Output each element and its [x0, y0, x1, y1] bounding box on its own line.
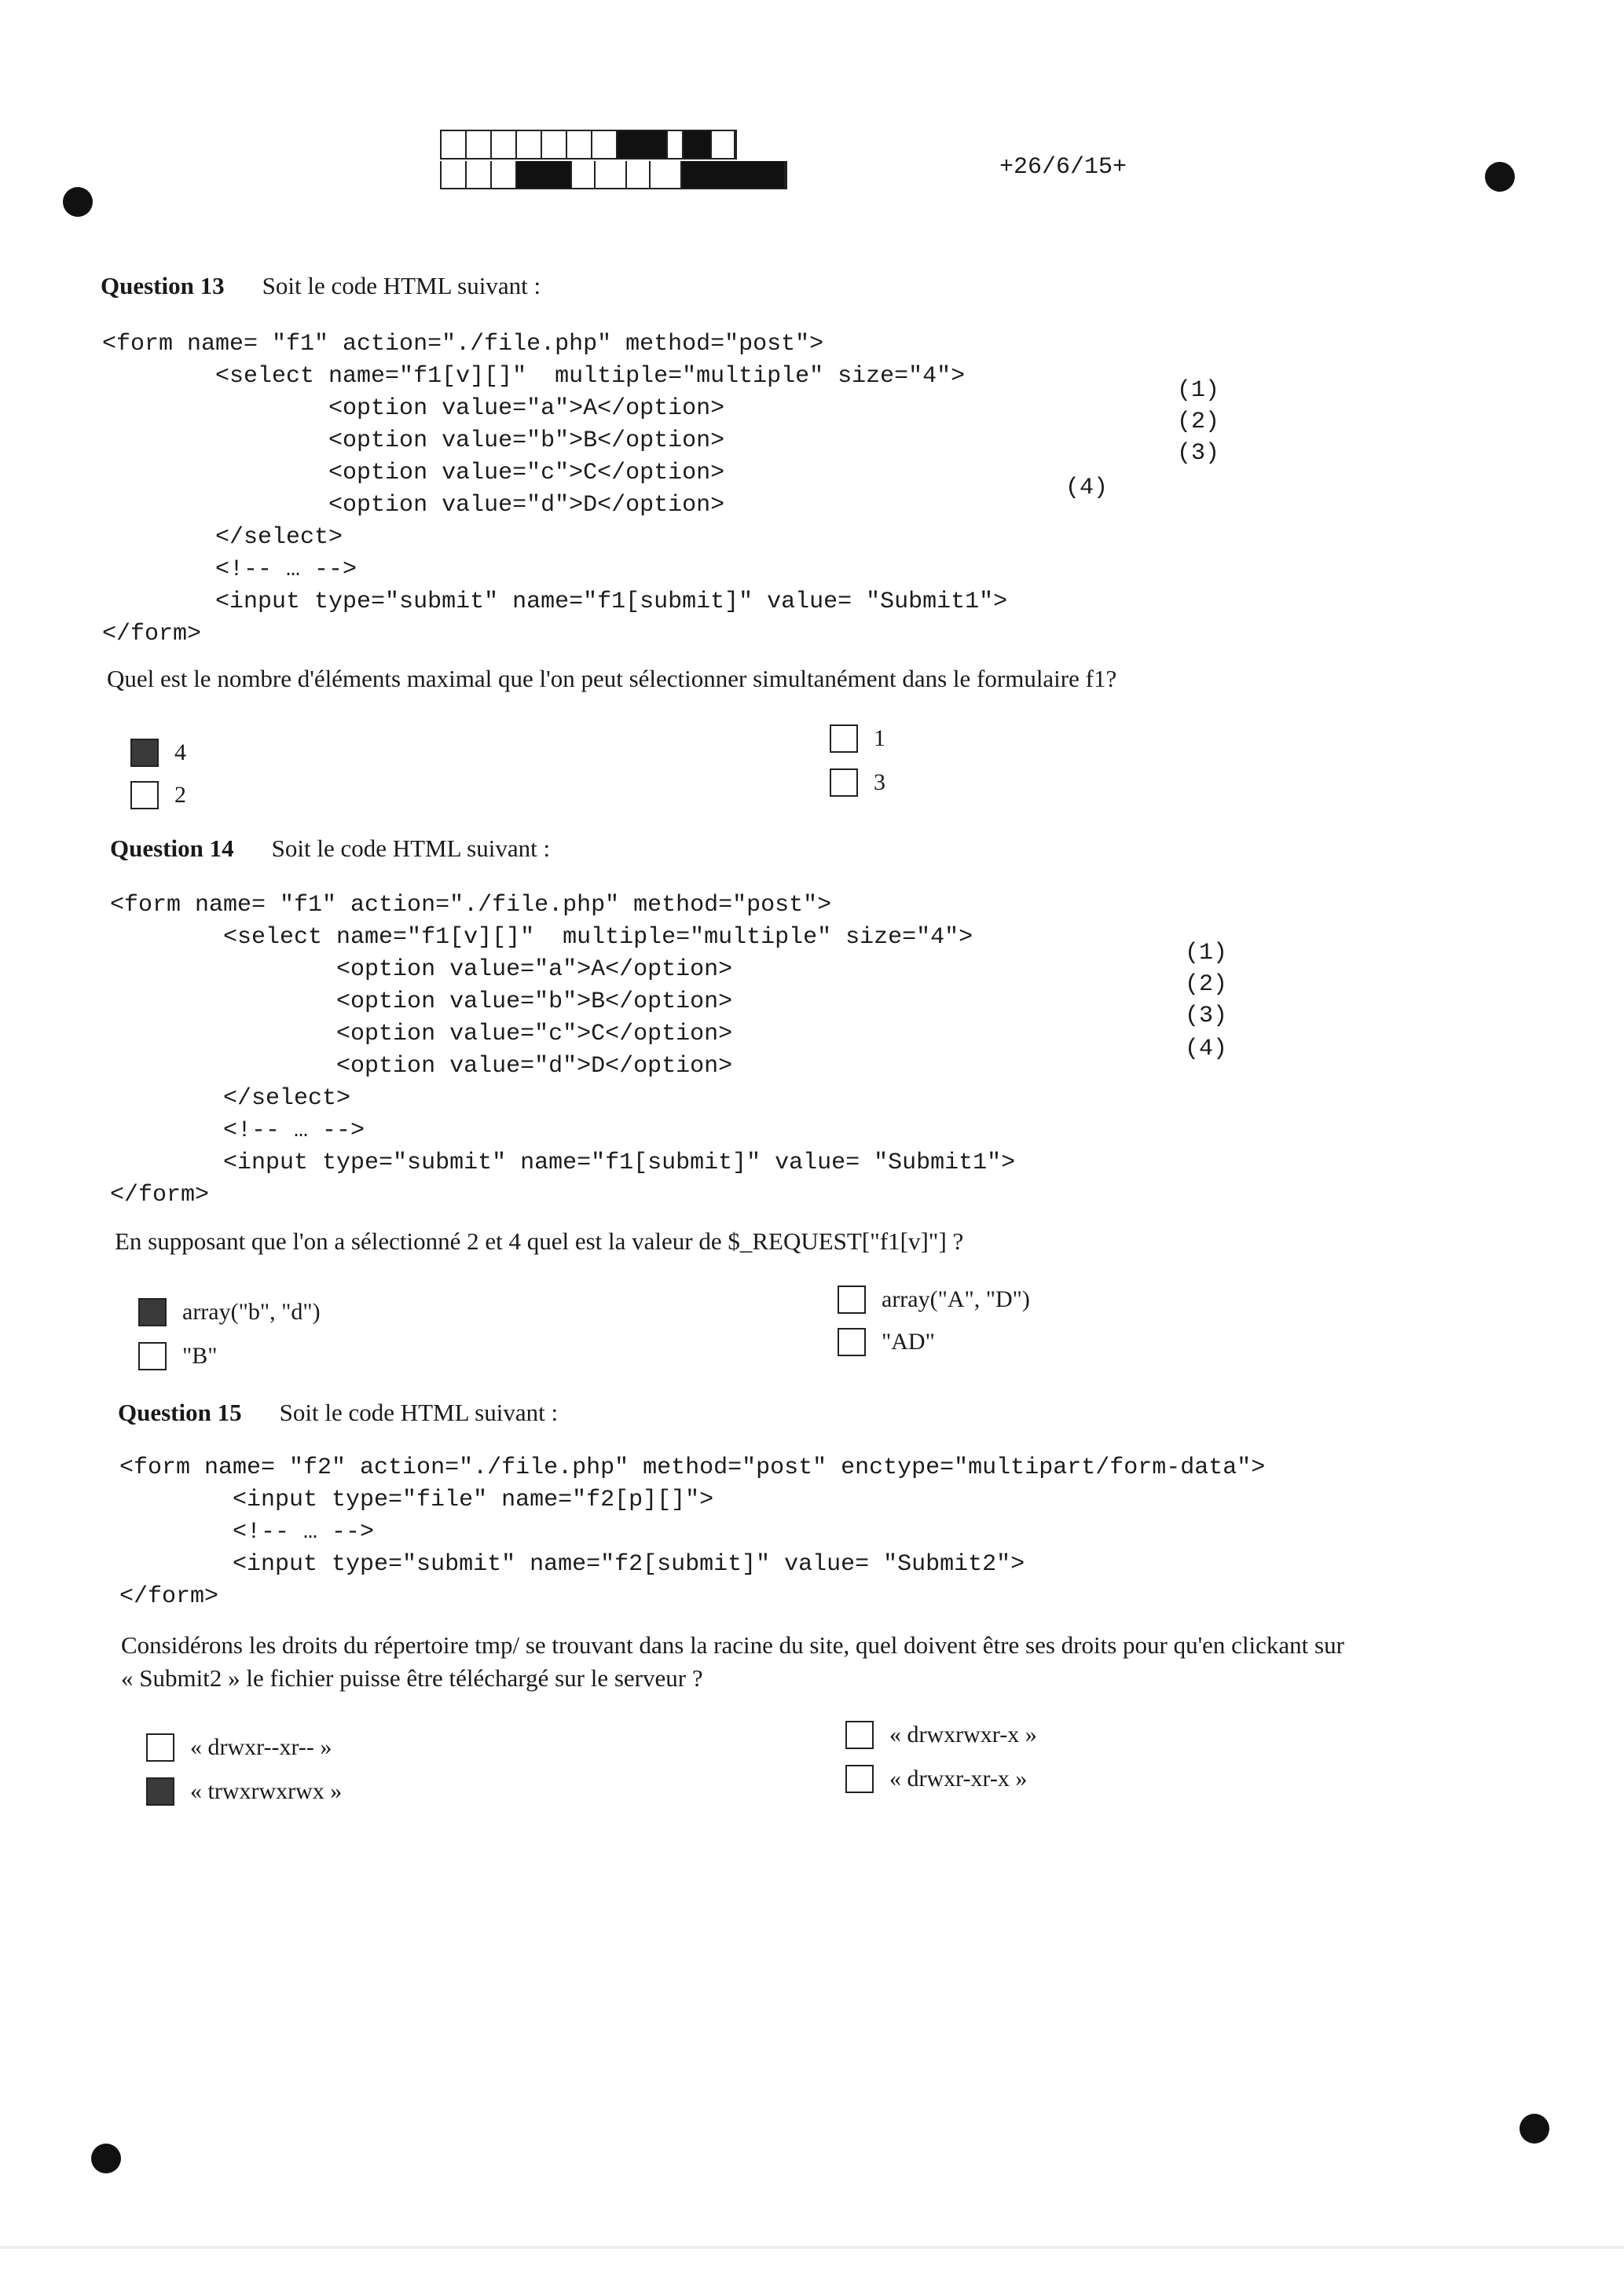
q14-code-line: <form name= "f1" action="./file.php" method="post"> [110, 892, 832, 919]
q14-marker: (1) [1185, 940, 1228, 966]
q14-code-line: <option value="a">A</option> [110, 956, 733, 983]
answer-label: « trwxrwxrwx » [190, 1778, 343, 1804]
q15-question-line-1: Considérons les droits du répertoire tmp/ se trouvant dans la racine du site, quel doivent être ses droits pour qu'en clickant sur [121, 1631, 1344, 1659]
q13-code-line: <option value="b">B</option> [102, 427, 725, 454]
checkbox[interactable] [838, 1328, 866, 1356]
q14-marker: (2) [1185, 971, 1228, 998]
q14-answer-array-A-D[interactable] [838, 1286, 1030, 1314]
q13-marker: (4) [1065, 475, 1109, 501]
q15-question-line-2: « Submit2 » le fichier puisse être téléchargé sur le serveur ? [121, 1664, 703, 1692]
q13-code-block [102, 328, 1007, 651]
checkbox[interactable] [130, 739, 159, 767]
q15-answer-drwxrwxr-x[interactable] [845, 1721, 1037, 1749]
q13-code-line: <option value="c">C</option> [102, 460, 725, 486]
q13-code-line: <!-- … --> [102, 556, 357, 583]
answer-label: « drwxr-xr-x » [889, 1766, 1028, 1792]
q14-answer-B[interactable] [138, 1342, 218, 1370]
q13-answer-4[interactable] [130, 739, 186, 767]
q15-code-line: <!-- … --> [119, 1519, 375, 1546]
registration-mark-bottom-left [91, 2144, 121, 2173]
q15-answer-trwxrwxrwx[interactable] [146, 1777, 342, 1806]
barcode-bottom-row [440, 161, 787, 189]
barcode-top-row [440, 130, 737, 160]
q14-code-line: <option value="c">C</option> [110, 1021, 733, 1047]
registration-mark-top-left [63, 187, 93, 217]
q14-answer-AD[interactable] [838, 1328, 935, 1356]
q14-heading [110, 834, 550, 863]
q13-answer-3[interactable] [830, 768, 885, 797]
q14-code-line: <option value="b">B</option> [110, 988, 733, 1015]
q13-marker: (1) [1177, 377, 1220, 404]
q13-answer-2[interactable] [130, 781, 186, 809]
checkbox[interactable] [845, 1765, 874, 1793]
q13-code-line: <input type="submit" name="f1[submit]" value= "Submit1"> [102, 589, 1008, 615]
answer-label: 2 [174, 782, 186, 808]
q14-code-line: <option value="d">D</option> [110, 1053, 733, 1080]
q15-intro: Soit le code HTML suivant : [279, 1399, 559, 1426]
q13-code-line: <select name="f1[v][]" multiple="multiple" size="4"> [102, 363, 966, 390]
checkbox[interactable] [138, 1298, 167, 1326]
answer-label: array("b", "d") [182, 1299, 321, 1325]
checkbox[interactable] [146, 1733, 174, 1762]
checkbox[interactable] [830, 724, 858, 753]
q14-code-line: </select> [110, 1085, 351, 1112]
q15-code-line: <input type="submit" name="f2[submit]" value= "Submit2"> [119, 1551, 1025, 1578]
q14-code-line: <input type="submit" name="f1[submit]" value= "Submit1"> [110, 1150, 1016, 1176]
answer-label: « drwxr--xr-- » [190, 1734, 332, 1760]
q13-code-line: </form> [102, 621, 202, 647]
q14-code-block [110, 889, 1015, 1212]
answer-label: "B" [182, 1343, 218, 1369]
checkbox[interactable] [838, 1286, 866, 1314]
q15-code-line: </form> [119, 1583, 219, 1610]
checkbox[interactable] [830, 768, 858, 797]
q14-code-line: <!-- … --> [110, 1117, 365, 1144]
q13-label: Question 13 [101, 272, 225, 299]
q15-heading [118, 1399, 558, 1427]
q13-heading [101, 272, 541, 300]
checkbox[interactable] [130, 781, 159, 809]
registration-mark-top-right [1485, 162, 1515, 192]
answer-label: "AD" [882, 1329, 935, 1355]
answer-label: 4 [174, 739, 186, 765]
q13-question: Quel est le nombre d'éléments maximal que l'on peut sélectionner simultanément dans le formulaire f1? [107, 665, 1117, 692]
q14-code-line: </form> [110, 1182, 210, 1209]
q13-code-line: <option value="d">D</option> [102, 492, 725, 519]
q14-label: Question 14 [110, 834, 234, 862]
q14-marker: (3) [1185, 1003, 1228, 1029]
registration-mark-bottom-right [1520, 2114, 1549, 2144]
q15-label: Question 15 [118, 1399, 242, 1426]
q15-answer-drwxr-xr[interactable] [146, 1733, 332, 1762]
q14-marker: (4) [1185, 1036, 1228, 1062]
answer-label: 3 [874, 769, 885, 795]
checkbox[interactable] [138, 1342, 167, 1370]
q13-marker: (2) [1177, 409, 1220, 435]
q15-code-line: <form name= "f2" action="./file.php" method="post" enctype="multipart/form-data"> [119, 1454, 1266, 1481]
q15-answer-drwxr-xr-x[interactable] [845, 1765, 1027, 1793]
scan-edge-line [0, 2246, 1624, 2249]
q14-answer-array-b-d[interactable] [138, 1298, 321, 1326]
q13-code-line: <form name= "f1" action="./file.php" method="post"> [102, 331, 824, 358]
checkbox[interactable] [146, 1777, 174, 1806]
q15-code-block [119, 1452, 1265, 1613]
q13-marker: (3) [1177, 440, 1220, 467]
q14-intro: Soit le code HTML suivant : [271, 834, 551, 862]
q13-code-line: </select> [102, 524, 343, 551]
checkbox[interactable] [845, 1721, 874, 1749]
answer-label: array("A", "D") [882, 1286, 1030, 1312]
q14-question: En supposant que l'on a sélectionné 2 et 4 quel est la valeur de $_REQUEST["f1[v]"] ? [115, 1227, 964, 1255]
q15-code-line: <input type="file" name="f2[p][]"> [119, 1487, 714, 1513]
q14-code-line: <select name="f1[v][]" multiple="multiple" size="4"> [110, 924, 973, 951]
page-id: +26/6/15+ [999, 154, 1127, 181]
answer-label: 1 [874, 725, 885, 751]
q13-answer-1[interactable] [830, 724, 885, 753]
answer-label: « drwxrwxr-x » [889, 1722, 1037, 1748]
q13-intro: Soit le code HTML suivant : [262, 272, 541, 299]
q13-code-line: <option value="a">A</option> [102, 395, 725, 422]
